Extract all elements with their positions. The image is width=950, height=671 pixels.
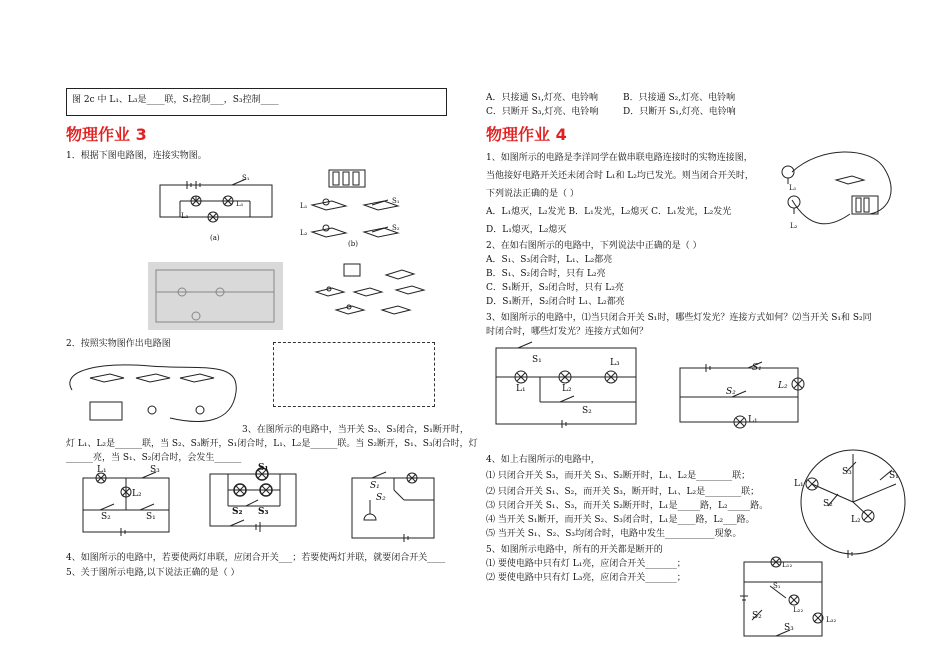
hw4-q4-item3: ⑶ 只闭合开关 S₁、S₃，而开关 S₂断开时，L₁是_____路，L₂_____路。 [486, 501, 769, 511]
hw4-q4-item4: ⑷ 当开关 S₁断开，而开关 S₂、S₃闭合时，L₁是____路，L₂___路。 [486, 515, 755, 525]
hw4-q4-fig-s3: S₃ [842, 467, 852, 477]
hw4-q4-fig-l1: L₁ [794, 479, 804, 489]
q3c2-label-s1: S₁ [258, 463, 269, 473]
hw4-q4-fig-l2: L₂ [851, 515, 861, 525]
q1a-label-l2: L₂ [181, 212, 189, 220]
hw4-q1-fig-l2: L₂ [790, 222, 798, 230]
q4-text: 4、如图所示的电路中，若要使两灯串联，应闭合开关___；若要使两灯并联，就要闭合开关____ [66, 553, 446, 563]
q1b-label-s2: S₂ [392, 224, 400, 232]
prev-q5-option-c: C．只断开 S₃,灯亮、电铃响 [486, 107, 599, 117]
hw4-q5-fig-l12: L₁₂ [782, 561, 793, 569]
prev-q5-option-a: A．只接通 S₁,灯亮、电铃响 [486, 93, 598, 103]
hw4-q3r-label-l2: L₂ [778, 381, 788, 391]
hw4-q2-option-a: A．S₁、S₃闭合时，L₁、L₂都亮 [486, 255, 613, 265]
hw4-q3-line2: 时闭合时，哪些灯发光？连接方式如何？ [486, 327, 649, 337]
hw4-q5-stem: 5、如图所示电路中，所有的开关都是断开的 [486, 545, 663, 555]
q5-text: 5、关于图所示电路,以下说法正确的是（ ） [66, 568, 240, 578]
hw4-q4-fig-s1: S₁ [889, 471, 899, 481]
q1b-label-s1: S₁ [392, 197, 400, 205]
q3c2-label-s3: S₃ [258, 507, 269, 517]
hw4-q4-stem: 4、如上右图所示的电路中， [486, 455, 600, 465]
hw4-q1-line1: 1、如图所示的电路是李洋同学在做串联电路连接时的实物连接图， [486, 153, 753, 163]
homework-4-title: 物理作业 4 [486, 125, 567, 144]
hw4-q3-line1: 3、如图所示的电路中，⑴当只闭合开关 S₁时，哪些灯发光？连接方式如何？⑵当开关 S₁和 S₂同 [486, 313, 872, 323]
hw4-q2-option-c: C．S₁断开，S₂闭合时，只有 L₂亮 [486, 283, 624, 293]
hw4-q3l-label-l1: L₁ [516, 384, 526, 394]
q2-answer-area [273, 342, 435, 407]
hw4-q5-fig-l22: L₂₂ [793, 606, 804, 614]
hw4-q5-item1: ⑴ 要使电路中只有灯 L₁亮，应闭合开关_______； [486, 559, 686, 569]
q1a-label-s1: S₁ [242, 174, 250, 182]
q3c1-label-l2: L₂ [132, 489, 142, 499]
hw4-q2-option-b: B．S₁、S₂闭合时，只有 L₂亮 [486, 269, 606, 279]
q2-text: 2．按照实物图作出电路图 [66, 339, 171, 349]
hw4-q2-option-d: D．S₁断开，S₂闭合时 L₁、L₂都亮 [486, 297, 625, 307]
q3-text-line2: 灯 L₁、L₂是______联，当 S₂、S₃断开，S₁闭合时，L₁、L₂是______联。当 S₂断开，S₁、S₃闭合时，灯 [66, 439, 478, 449]
hw4-q2-stem: 2、在如右图所示的电路中，下列说法中正确的是（ ） [486, 241, 702, 251]
q3c3-label-s1: S₁ [370, 481, 380, 491]
hw4-q3r-label-s2: S₂ [726, 387, 736, 397]
q1b-caption: (b) [348, 240, 358, 248]
hw4-q3l-label-s2: S₂ [582, 406, 592, 416]
hw4-q1-line3: 下列说法正确的是（ ） [486, 189, 579, 199]
hw4-q4-fig-s2: S₂ [823, 499, 833, 509]
q1b-label-l2: L₂ [300, 229, 308, 237]
hw4-q5-item2: ⑵ 要使电路中只有灯 L₃亮，应闭合开关_______； [486, 573, 686, 583]
homework-3-title: 物理作业 3 [66, 125, 147, 144]
hw4-q5-fig-s2: S₂ [752, 611, 762, 621]
prev-q5-option-d: D．只断开 S₁,灯亮、电铃响 [623, 107, 736, 117]
hw4-q3l-label-l3: L₃ [610, 358, 620, 368]
prev-q5-option-b: B．只接通 S₂,灯亮、电铃响 [623, 93, 736, 103]
q3c1-label-s3: S₃ [150, 465, 160, 475]
hw4-q3r-label-l1: L₁ [748, 415, 758, 425]
q1-grey-circuit-image [148, 262, 283, 330]
q3-text-line1: 3、在图所示的电路中，当开关 S₂、S₃闭合，S₁断开时， [242, 425, 469, 435]
q1b-label-l1: L₁ [300, 202, 308, 210]
q1a-caption: (a) [210, 234, 220, 242]
q1-text: 1．根据下图电路图，连接实物图。 [66, 151, 207, 161]
figure-caption-text: 图 2c 中 L₁、L₃是____联，S₁控制___，S₃控制____ [72, 95, 279, 105]
hw4-q4-item2: ⑵ 只闭合开关 S₁、S₂，而开关 S₃，断开时，L₁、L₂是________联； [486, 487, 760, 497]
q1a-label-l1: L₁ [236, 200, 244, 208]
q3-text-line3: ______亮，当 S₁、S₂闭合时，会发生______ [66, 453, 242, 463]
q3c1-label-s2: S₂ [101, 512, 111, 522]
q3c3-label-s2: S₂ [376, 493, 386, 503]
q3c1-label-s1: S₁ [146, 512, 156, 522]
hw4-q1-fig-l1: L₁ [789, 184, 797, 192]
hw4-q5-fig-l32: L₃₂ [826, 616, 837, 624]
hw4-q1-option-d: D．L₁熄灭，L₂熄灭 [486, 225, 567, 235]
hw4-q3l-label-l2: L₂ [562, 384, 572, 394]
hw4-q4-item5: ⑸ 当开关 S₁、S₂、S₃均闭合时，电路中发生___________现象。 [486, 529, 742, 539]
hw4-q5-fig-s3: S₃ [784, 623, 794, 633]
q3c2-label-s2: S₂ [232, 507, 243, 517]
hw4-q5-fig-s1: S₁ [773, 582, 781, 590]
q3c1-label-l1: L₁ [97, 465, 107, 475]
hw4-q4-item1: ⑴ 只闭合开关 S₃，而开关 S₁、S₂断开时，L₁、L₂是________联； [486, 471, 751, 481]
hw4-q3r-label-s1: S₁ [752, 363, 762, 373]
hw4-q3l-label-s1: S₁ [532, 355, 542, 365]
hw4-q1-line2: 当他接好电路开关还未闭合时 L₁和 L₂均已发光。则当闭合开关时， [486, 171, 754, 181]
hw4-q1-options: A．L₁熄灭，L₂发光 B．L₁发光，L₂熄灭 C．L₁发光，L₂发光 [486, 207, 732, 217]
